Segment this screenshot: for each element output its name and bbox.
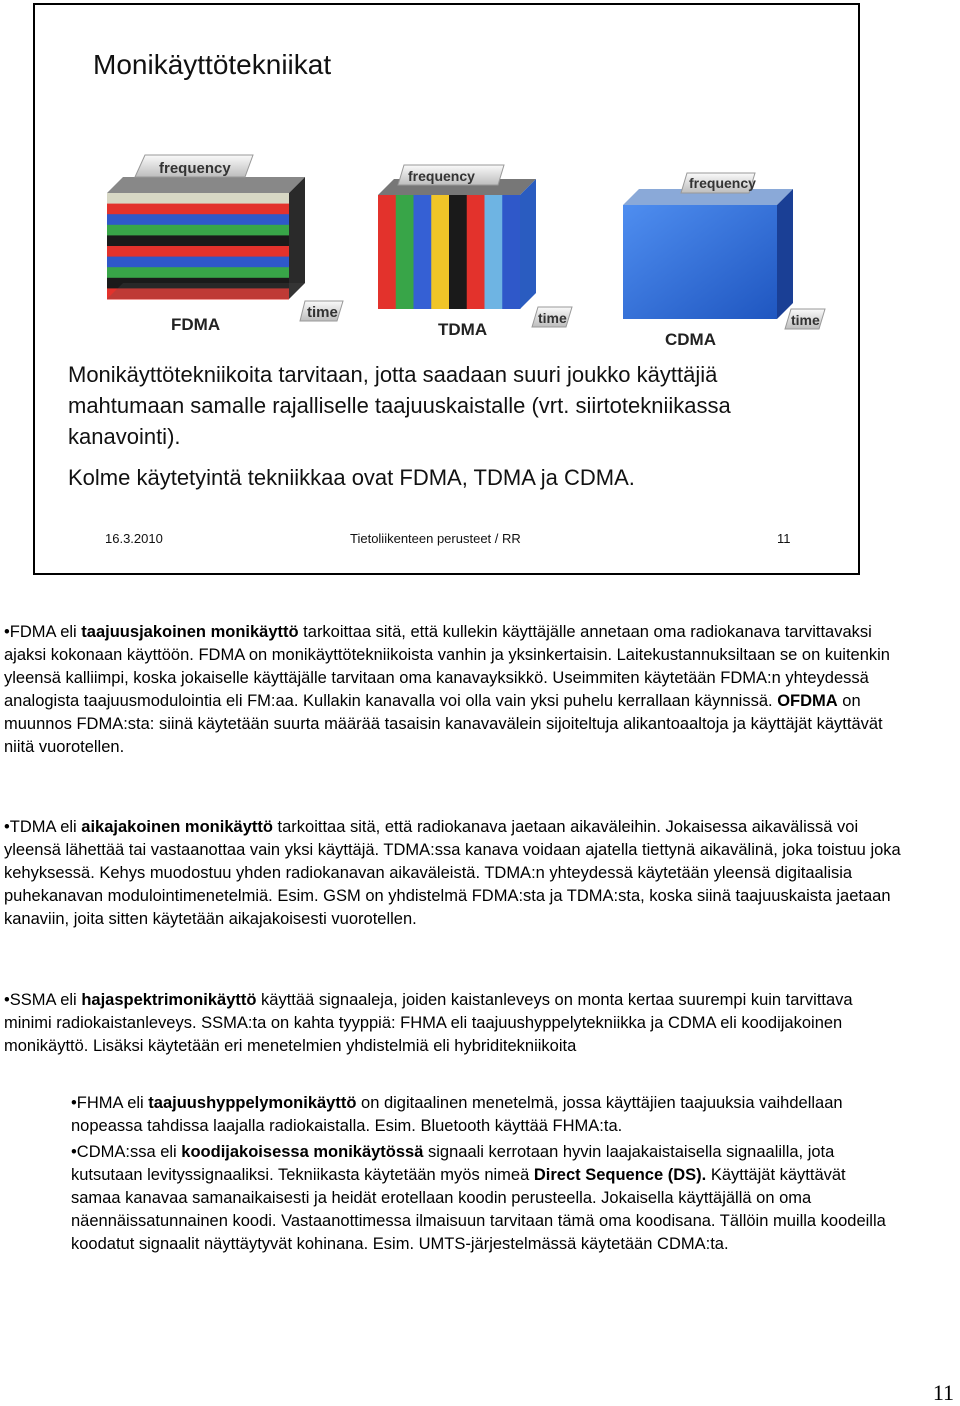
page-number: 11 (932, 1380, 954, 1405)
tdma-time-slot (396, 195, 414, 309)
fdma-frequency-band (107, 204, 289, 215)
fdma-frequency-band (107, 225, 289, 236)
ssma-paragraph: •SSMA eli hajaspektrimonikäyttö käyttää signaaleja, joiden kaistanleveys on monta kertaa suurempi kuin tarvittava minimi radiokaistanleveys. SSMA:ta on kahta tyyppiä: FHMA eli taajuushyppelytekniikka ja CDMA eli koodijakoinen monikäyttö. Lisäksi käytetään eri menetelmien yhdistelmiä eli hybriditekniikoita (4, 991, 853, 1055)
cdma-front-face (623, 205, 777, 319)
tdma-term: aikajakoinen monikäyttö (81, 818, 273, 836)
fdma-frequency-band (107, 267, 289, 278)
tdma-technique-label: TDMA (438, 320, 488, 339)
slide-body-text: Monikäyttötekniikoita tarvitaan, jotta saadaan suuri joukko käyttäjiä mahtumaan samalle rajalliselle taajuuskaistalle (vrt. siirtotekniikassa kanavointi). (68, 362, 731, 449)
fdma-side-face (289, 177, 305, 299)
tdma-time-slot (431, 195, 449, 309)
fdma-technique-label: FDMA (171, 315, 221, 334)
cdma-paragraph: •CDMA:ssa eli koodijakoisessa monikäytössä signaali kerrotaan hyvin laajakaistaisella signaalilla, jota kutsutaan levityssignaaliksi. Tekniikasta käytetään myös nimeä Direct Sequence (DS). Käyttäjät käyttävät samaa kanavaa samanaikaisesti ja heidät erotellaan koodin perusteella. Jokaisella käyttäjällä on oma näennäissatunnainen koodi. Vastaanottimessa ilmaisuun tarvitaan tämä oma koodisana. Tällöin muilla koodeilla koodatut signaalit näyttäytyvät kohinana. Esim. UMTS-järjestelmässä käytetään CDMA:ta. (71, 1143, 886, 1253)
cdma-side-face (777, 189, 793, 319)
cdma-frequency-label: frequency (689, 175, 756, 191)
cdma-time-label: time (791, 312, 820, 328)
slide-image (33, 3, 860, 575)
ssma-term: hajaspektrimonikäyttö (81, 991, 257, 1009)
tdma-diagram (370, 5, 580, 355)
direct-sequence-term: Direct Sequence (DS). (533, 1166, 707, 1184)
cdma-technique-label: CDMA (665, 330, 716, 349)
tdma-paragraph: •TDMA eli aikajakoinen monikäyttö tarkoittaa sitä, että radiokanava jaetaan aikaväleihin. Jokaisessa aikavälissä voi yleensä lähettää tai vastaanottaa vain yksi käyttäjä. TDMA:ssa kanava voidaan ajatella tiettynä aikavälinä, joka toistuu joka kehyksessä. Kehys muodostuu yhden radiokanavan aikaväleistä. TDMA:n yhteydessä käytetään yleensä digitaalisia puhekanavan modulointimenetelmiä. Esim. GSM on yhdistelmä FDMA:sta ja TDMA:sta, koska siinä taajuuskaista jaetaan kanaviin, joita sitten käytetään aikajakoisesti vuorotellen. (4, 818, 901, 928)
cdma-term: koodijakoisessa monikäytössä (181, 1143, 424, 1161)
tdma-time-slot (467, 195, 485, 309)
tdma-side-face (520, 179, 536, 309)
fhma-paragraph: •FHMA eli taajuushyppelymonikäyttö on digitaalinen menetelmä, jossa käyttäjien taajuuksia vaihdellaan nopeassa tahdissa laajalla radiokaistalla. Esim. Bluetooth käyttää FHMA:ta. (71, 1094, 843, 1135)
tdma-time-label: time (538, 310, 567, 326)
fdma-frequency-band (107, 246, 289, 257)
fdma-frequency-band (107, 193, 289, 204)
ofdma-term: OFDMA (777, 692, 838, 710)
cdma-diagram (615, 5, 825, 355)
slide-body-text-2: Kolme käytetyintä tekniikkaa ovat FDMA, TDMA ja CDMA. (68, 465, 635, 490)
slide-body (68, 359, 838, 493)
fdma-frequency-band (107, 214, 289, 225)
fdma-frequency-band (107, 235, 289, 246)
fdma-top-face (107, 177, 305, 193)
tdma-time-slot (414, 195, 432, 309)
tdma-time-slot (378, 195, 396, 309)
fdma-term: taajuusjakoinen monikäyttö (81, 623, 299, 641)
fhma-term: taajuushyppelymonikäyttö (148, 1094, 357, 1112)
tdma-time-slot (449, 195, 467, 309)
fdma-time-label: time (307, 304, 338, 321)
fdma-frequency-label: frequency (159, 160, 231, 177)
slide-title: Monikäyttötekniikat (93, 49, 332, 80)
slide-footer-number: 11 (777, 531, 791, 546)
tdma-time-slot (502, 195, 520, 309)
tdma-time-slot (485, 195, 503, 309)
slide-footer-date: 16.3.2010 (105, 531, 163, 546)
slide-footer-course: Tietoliikenteen perusteet / RR (350, 531, 521, 546)
fdma-paragraph: •FDMA eli taajuusjakoinen monikäyttö tarkoittaa sitä, että kullekin käyttäjälle annetaan oma radiokanava tarvittavaksi ajaksi kokonaan käyttöön. FDMA on monikäyttötekniikoista vanhin ja yksinkertaisin. Laitekustannuksiltaan se on kuitenkin yleensä kalliimpi, koska jokaiselle käyttäjälle tarvitaan oma kanavayksikkö. Useimmiten käytetään FDMA:n yhteydessä analogista taajuusmodulointia eli FM:aa. Kullakin kanavalla voi olla vain yksi puhelu kerrallaan käynnissä. OFDMA on muunnos FDMA:sta: siinä käytetään suurta määrää tasaisin kanavavälein sijoiteltuja alikantoaaltoja ja käyttäjät käyttävät niitä vuorotellen. (4, 623, 890, 756)
tdma-frequency-label: frequency (408, 168, 475, 184)
fdma-frequency-band (107, 257, 289, 268)
fdma-diagram (75, 5, 338, 355)
